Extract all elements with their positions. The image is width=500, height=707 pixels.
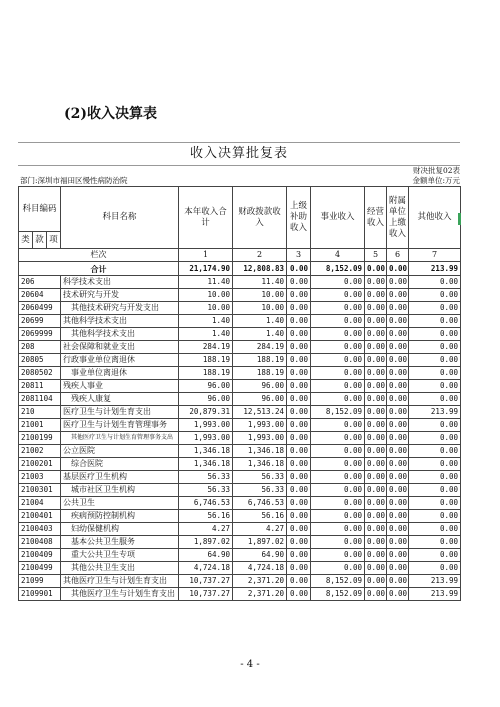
row-value: 1,346.18 (233, 445, 287, 458)
row-value: 0.00 (287, 562, 311, 575)
row-value: 0.00 (365, 588, 387, 601)
column-index-row (19, 249, 461, 262)
row-name: 其他医疗卫生与计划生育管理事务支出 (61, 432, 179, 445)
row-value: 0.00 (365, 302, 387, 315)
row-value: 2,371.20 (233, 588, 287, 601)
row-value: 284.19 (233, 341, 287, 354)
row-value: 0.00 (409, 380, 461, 393)
row-name: 重大公共卫生专项 (61, 549, 179, 562)
row-value: 188.19 (233, 354, 287, 367)
table-row (19, 445, 461, 458)
row-code: 2100409 (19, 549, 61, 562)
row-value: 0.00 (311, 289, 365, 302)
row-value: 0.00 (387, 484, 409, 497)
table-row (19, 562, 461, 575)
row-value: 0.00 (409, 497, 461, 510)
table-row (19, 354, 461, 367)
row-value: 56.16 (179, 510, 233, 523)
table-row (19, 289, 461, 302)
table-row (19, 341, 461, 354)
col-code-header: 科目编码 (19, 187, 61, 232)
row-value: 0.00 (311, 302, 365, 315)
row-name: 残疾人康复 (61, 393, 179, 406)
col-index: 4 (311, 249, 365, 262)
row-code: 2100401 (19, 510, 61, 523)
row-value: 0.00 (365, 575, 387, 588)
col-index: 3 (287, 249, 311, 262)
row-value: 0.00 (311, 380, 365, 393)
row-value: 0.00 (287, 536, 311, 549)
row-value: 0.00 (409, 523, 461, 536)
row-name: 公共卫生 (61, 497, 179, 510)
row-value: 0.00 (409, 432, 461, 445)
row-value: 0.00 (387, 354, 409, 367)
row-value: 0.00 (387, 575, 409, 588)
row-name: 行政事业单位离退休 (61, 354, 179, 367)
row-value: 10.00 (179, 302, 233, 315)
row-value: 0.00 (387, 315, 409, 328)
row-code: 206 (19, 276, 61, 289)
row-value: 0.00 (365, 419, 387, 432)
total-value: 21,174.90 (179, 262, 233, 276)
header-row (19, 187, 461, 232)
row-code: 2100201 (19, 458, 61, 471)
table-row (19, 328, 461, 341)
row-value: 0.00 (311, 484, 365, 497)
row-value: 2,371.20 (233, 575, 287, 588)
row-value: 11.40 (233, 276, 287, 289)
row-value: 1,346.18 (179, 458, 233, 471)
department-label: 部门:深圳市福田区慢性病防治院 (20, 176, 128, 185)
row-value: 64.90 (233, 549, 287, 562)
row-value: 0.00 (365, 562, 387, 575)
meta-row (18, 176, 460, 186)
row-value: 0.00 (409, 302, 461, 315)
row-name: 其他医疗卫生与计划生育支出 (61, 575, 179, 588)
row-value: 0.00 (311, 315, 365, 328)
row-value: 0.00 (287, 588, 311, 601)
row-name: 基本公共卫生服务 (61, 536, 179, 549)
table-row (19, 302, 461, 315)
row-name: 其他医疗卫生与计划生育支出 (61, 588, 179, 601)
total-value: 0.00 (287, 262, 311, 276)
row-value: 0.00 (365, 445, 387, 458)
table-row (19, 536, 461, 549)
row-value: 0.00 (365, 328, 387, 341)
row-value: 1,897.02 (179, 536, 233, 549)
row-value: 0.00 (287, 380, 311, 393)
row-value: 0.00 (387, 588, 409, 601)
row-value: 0.00 (387, 328, 409, 341)
row-code: 2100403 (19, 523, 61, 536)
row-value: 0.00 (387, 367, 409, 380)
row-value: 0.00 (287, 367, 311, 380)
row-name: 妇幼保健机构 (61, 523, 179, 536)
row-value: 0.00 (365, 510, 387, 523)
row-value: 1.40 (233, 328, 287, 341)
row-value: 6,746.53 (233, 497, 287, 510)
row-value: 0.00 (311, 341, 365, 354)
page-number: - 4 - (240, 659, 260, 670)
row-value: 0.00 (311, 419, 365, 432)
col-operating-income-header: 经营收入 (365, 187, 387, 249)
row-name: 社会保障和就业支出 (61, 341, 179, 354)
row-name: 城市社区卫生机构 (61, 484, 179, 497)
row-value: 0.00 (387, 458, 409, 471)
row-value: 96.00 (179, 380, 233, 393)
row-value: 0.00 (365, 289, 387, 302)
col-name-header: 科目名称 (61, 187, 179, 249)
row-value: 0.00 (365, 458, 387, 471)
col-fiscal-header: 财政拨款收入 (233, 187, 287, 249)
row-value: 0.00 (287, 575, 311, 588)
total-value: 8,152.09 (311, 262, 365, 276)
row-value: 0.00 (409, 562, 461, 575)
row-value: 0.00 (365, 471, 387, 484)
row-name: 其他科学技术支出 (61, 328, 179, 341)
table-row (19, 276, 461, 289)
row-value: 0.00 (387, 445, 409, 458)
col-index: 1 (179, 249, 233, 262)
total-value: 213.99 (409, 262, 461, 276)
row-value: 0.00 (311, 458, 365, 471)
table-row (19, 458, 461, 471)
row-code: 2100301 (19, 484, 61, 497)
lanci-label: 栏次 (19, 249, 179, 262)
row-value: 0.00 (387, 432, 409, 445)
table-row (19, 419, 461, 432)
income-table (18, 186, 461, 601)
row-value: 96.00 (233, 393, 287, 406)
row-value: 0.00 (365, 341, 387, 354)
row-value: 0.00 (387, 510, 409, 523)
row-code: 20604 (19, 289, 61, 302)
row-code: 2060499 (19, 302, 61, 315)
row-value: 0.00 (409, 341, 461, 354)
row-value: 0.00 (387, 419, 409, 432)
row-value: 0.00 (387, 562, 409, 575)
row-value: 12,513.24 (233, 406, 287, 419)
row-value: 0.00 (287, 393, 311, 406)
row-code: 21003 (19, 471, 61, 484)
row-value: 0.00 (409, 393, 461, 406)
row-value: 0.00 (365, 549, 387, 562)
row-value: 188.19 (233, 367, 287, 380)
row-value: 0.00 (311, 354, 365, 367)
table-row (19, 484, 461, 497)
row-value: 0.00 (311, 510, 365, 523)
col-total-income-header: 本年收入合计 (179, 187, 233, 249)
row-name: 基层医疗卫生机构 (61, 471, 179, 484)
total-value: 0.00 (387, 262, 409, 276)
row-value: 0.00 (311, 432, 365, 445)
row-value: 0.00 (387, 393, 409, 406)
table-row (19, 432, 461, 445)
row-value: 0.00 (287, 471, 311, 484)
row-value: 1,346.18 (233, 458, 287, 471)
row-value: 64.90 (179, 549, 233, 562)
row-value: 8,152.09 (311, 575, 365, 588)
row-value: 8,152.09 (311, 406, 365, 419)
row-value: 0.00 (287, 458, 311, 471)
row-value: 0.00 (287, 445, 311, 458)
row-value: 0.00 (365, 393, 387, 406)
total-value: 0.00 (365, 262, 387, 276)
col-xiang-header: 项 (47, 232, 61, 249)
row-name: 事业单位离退休 (61, 367, 179, 380)
row-value: 0.00 (287, 354, 311, 367)
row-value: 0.00 (311, 367, 365, 380)
row-value: 0.00 (287, 406, 311, 419)
row-value: 10.00 (233, 302, 287, 315)
row-value: 0.00 (365, 380, 387, 393)
row-value: 11.40 (179, 276, 233, 289)
table-row (19, 523, 461, 536)
row-value: 0.00 (287, 484, 311, 497)
row-value: 0.00 (287, 510, 311, 523)
row-value: 284.19 (179, 341, 233, 354)
row-value: 0.00 (409, 315, 461, 328)
row-value: 0.00 (409, 471, 461, 484)
row-value: 4.27 (233, 523, 287, 536)
row-value: 56.33 (233, 471, 287, 484)
row-value: 0.00 (387, 276, 409, 289)
row-value: 0.00 (311, 393, 365, 406)
row-code: 208 (19, 341, 61, 354)
row-name: 其他科学技术支出 (61, 315, 179, 328)
row-value: 0.00 (311, 328, 365, 341)
row-value: 0.00 (365, 276, 387, 289)
col-affiliate-income-header: 附属单位上缴收入 (387, 187, 409, 249)
row-value: 1.40 (179, 315, 233, 328)
row-value: 0.00 (287, 432, 311, 445)
row-code: 210 (19, 406, 61, 419)
row-value: 56.33 (233, 484, 287, 497)
row-value: 0.00 (365, 484, 387, 497)
row-value: 0.00 (409, 354, 461, 367)
table-row (19, 367, 461, 380)
row-value: 0.00 (387, 380, 409, 393)
row-value: 0.00 (387, 341, 409, 354)
row-value: 0.00 (365, 523, 387, 536)
row-value: 0.00 (409, 367, 461, 380)
row-value: 188.19 (179, 367, 233, 380)
row-value: 0.00 (311, 471, 365, 484)
row-value: 56.16 (233, 510, 287, 523)
row-code: 21001 (19, 419, 61, 432)
row-value: 10.00 (233, 289, 287, 302)
row-value: 0.00 (409, 289, 461, 302)
section-heading: (2)收入决算表 (64, 106, 157, 122)
row-name: 科学技术支出 (61, 276, 179, 289)
row-value: 0.00 (409, 328, 461, 341)
table-row (19, 549, 461, 562)
income-statement-sheet (18, 142, 460, 601)
row-value: 0.00 (365, 497, 387, 510)
row-value: 8,152.09 (311, 588, 365, 601)
row-code: 2109901 (19, 588, 61, 601)
row-value: 213.99 (409, 588, 461, 601)
row-value: 213.99 (409, 575, 461, 588)
row-value: 0.00 (409, 419, 461, 432)
row-value: 1.40 (179, 328, 233, 341)
total-label: 合计 (19, 262, 179, 276)
table-row (19, 510, 461, 523)
total-row (19, 262, 461, 276)
row-code: 21002 (19, 445, 61, 458)
row-code: 2069999 (19, 328, 61, 341)
row-value: 0.00 (387, 406, 409, 419)
row-value: 0.00 (387, 471, 409, 484)
row-value: 213.99 (409, 406, 461, 419)
table-row (19, 575, 461, 588)
row-value: 10,737.27 (179, 588, 233, 601)
table-title: 收入决算批复表 (18, 142, 460, 166)
row-value: 0.00 (365, 354, 387, 367)
row-value: 0.00 (311, 445, 365, 458)
row-value: 188.19 (179, 354, 233, 367)
row-value: 4,724.18 (233, 562, 287, 575)
row-code: 20699 (19, 315, 61, 328)
row-value: 96.00 (179, 393, 233, 406)
row-name: 医疗卫生与计划生育管理事务 (61, 419, 179, 432)
table-row (19, 471, 461, 484)
row-value: 1,993.00 (179, 432, 233, 445)
row-value: 0.00 (387, 289, 409, 302)
table-row (19, 406, 461, 419)
row-value: 0.00 (365, 406, 387, 419)
table-row (19, 497, 461, 510)
total-value: 12,808.83 (233, 262, 287, 276)
row-code: 20811 (19, 380, 61, 393)
row-value: 20,879.31 (179, 406, 233, 419)
row-name: 综合医院 (61, 458, 179, 471)
row-code: 20805 (19, 354, 61, 367)
row-value: 10.00 (179, 289, 233, 302)
row-value: 6,746.53 (179, 497, 233, 510)
row-value: 0.00 (409, 445, 461, 458)
row-value: 0.00 (365, 367, 387, 380)
row-name: 公立医院 (61, 445, 179, 458)
row-value: 0.00 (409, 458, 461, 471)
row-value: 0.00 (287, 302, 311, 315)
row-value: 0.00 (287, 497, 311, 510)
row-value: 0.00 (311, 276, 365, 289)
row-code: 2100499 (19, 562, 61, 575)
row-value: 10,737.27 (179, 575, 233, 588)
row-value: 0.00 (287, 315, 311, 328)
row-value: 1,897.02 (233, 536, 287, 549)
row-value: 0.00 (365, 536, 387, 549)
row-value: 1,993.00 (233, 432, 287, 445)
row-value: 0.00 (287, 549, 311, 562)
row-value: 0.00 (311, 497, 365, 510)
row-value: 0.00 (409, 484, 461, 497)
row-value: 1,346.18 (179, 445, 233, 458)
row-value: 0.00 (387, 536, 409, 549)
row-value: 0.00 (387, 523, 409, 536)
row-name: 其他技术研究与开发支出 (61, 302, 179, 315)
row-value: 1.40 (233, 315, 287, 328)
cell-selection-marker (458, 213, 461, 225)
form-number: 财决批复02表 (412, 166, 460, 175)
row-value: 0.00 (387, 549, 409, 562)
row-value: 0.00 (287, 341, 311, 354)
col-index: 6 (387, 249, 409, 262)
row-value: 0.00 (287, 328, 311, 341)
row-value: 0.00 (287, 419, 311, 432)
col-other-income-header: 其他收入 (409, 187, 461, 249)
row-value: 1,993.00 (179, 419, 233, 432)
row-value: 0.00 (365, 315, 387, 328)
table-row (19, 380, 461, 393)
row-value: 0.00 (311, 562, 365, 575)
row-value: 0.00 (287, 523, 311, 536)
row-value: 56.33 (179, 471, 233, 484)
row-value: 0.00 (287, 289, 311, 302)
table-row (19, 315, 461, 328)
col-business-income-header: 事业收入 (311, 187, 365, 249)
col-superior-subsidy-header: 上级补助收入 (287, 187, 311, 249)
col-index: 2 (233, 249, 287, 262)
row-code: 21004 (19, 497, 61, 510)
row-value: 1,993.00 (233, 419, 287, 432)
row-name: 技术研究与开发 (61, 289, 179, 302)
row-code: 2100199 (19, 432, 61, 445)
row-name: 残疾人事业 (61, 380, 179, 393)
row-value: 0.00 (409, 536, 461, 549)
col-index: 5 (365, 249, 387, 262)
col-kuan-header: 款 (33, 232, 47, 249)
row-value: 56.33 (179, 484, 233, 497)
row-value: 4.27 (179, 523, 233, 536)
row-name: 其他公共卫生支出 (61, 562, 179, 575)
row-value: 96.00 (233, 380, 287, 393)
row-value: 0.00 (287, 276, 311, 289)
row-name: 医疗卫生与计划生育支出 (61, 406, 179, 419)
row-code: 2081104 (19, 393, 61, 406)
row-code: 2100408 (19, 536, 61, 549)
row-value: 0.00 (311, 523, 365, 536)
row-code: 21099 (19, 575, 61, 588)
col-index: 7 (409, 249, 461, 262)
row-value: 0.00 (365, 432, 387, 445)
row-value: 0.00 (387, 302, 409, 315)
table-row (19, 393, 461, 406)
table-row (19, 588, 461, 601)
col-lei-header: 类 (19, 232, 33, 249)
row-name: 疾病预防控制机构 (61, 510, 179, 523)
row-value: 4,724.18 (179, 562, 233, 575)
row-value: 0.00 (409, 510, 461, 523)
row-value: 0.00 (311, 549, 365, 562)
row-value: 0.00 (409, 276, 461, 289)
unit-label: 金额单位:万元 (412, 176, 460, 185)
row-value: 0.00 (311, 536, 365, 549)
row-value: 0.00 (409, 549, 461, 562)
row-code: 2080502 (19, 367, 61, 380)
row-value: 0.00 (387, 497, 409, 510)
